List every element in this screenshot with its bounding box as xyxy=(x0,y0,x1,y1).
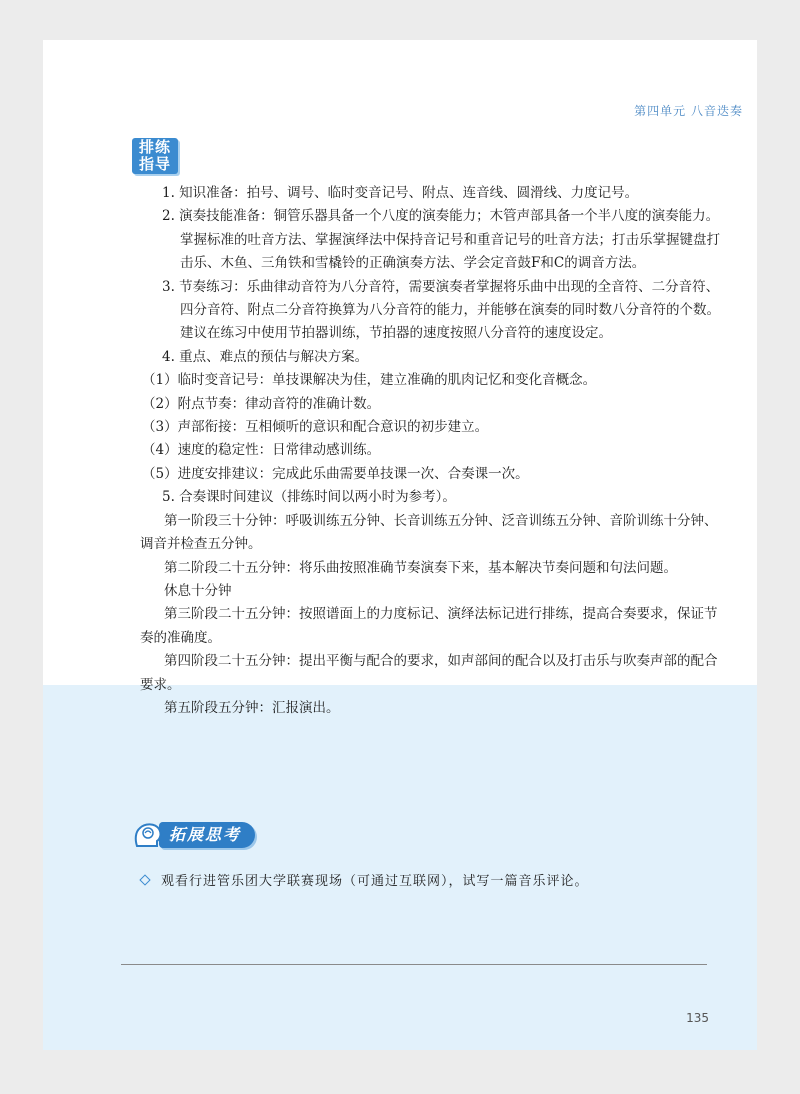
stage-4: 第四阶段二十五分钟：提出平衡与配合的要求，如声部间的配合以及打击乐与吹奏声部的配合要求。 xyxy=(140,653,718,693)
break-line: 休息十分钟 xyxy=(164,582,232,599)
badge-line-1: 排练 xyxy=(138,138,171,156)
sub-item-1: （1）临时变音记号：单技课解决为佳，建立准确的肌肉记忆和变化音概念。 xyxy=(142,372,597,389)
sub-item-4: （4）速度的稳定性：日常律动感训练。 xyxy=(142,442,381,459)
diamond-bullet-icon xyxy=(139,874,150,885)
extend-item xyxy=(141,870,589,889)
stage-1: 第一阶段三十分钟：呼吸训练五分钟、长音训练五分钟、泛音训练五分钟、音阶训练十分钟、调音并检查五分钟。 xyxy=(140,512,718,553)
footer-rule xyxy=(121,964,707,965)
sub-item-5: （5）进度安排建议：完成此乐曲需要单技课一次、合奏课一次。 xyxy=(142,465,529,482)
thinking-head-icon xyxy=(131,820,165,850)
item-1: 1. 知识准备：拍号、调号、临时变音记号、附点、连音线、圆滑线、力度记号。 xyxy=(162,185,639,201)
item-3: 3. 节奏练习：乐曲律动音符为八分音符，需要演奏者掌握将乐曲中出现的全音符、二分音符、四分音符、附点二分音符换算为八分音符的能力，并能够在演奏的同时数八分音符的个数。建议在练习中使用节拍器训练，节拍器的速度按照八分音符的速度设定。 xyxy=(162,278,720,342)
extend-item-text: 观看行进管乐团大学联赛现场（可通过互联网），试写一篇音乐评论。 xyxy=(161,874,589,889)
extend-title: 拓展思考 xyxy=(159,822,255,848)
stage-2: 第二阶段二十五分钟：将乐曲按照准确节奏演奏下来，基本解决节奏问题和句法问题。 xyxy=(164,559,677,576)
page-number: 135 xyxy=(686,1011,709,1025)
book-page xyxy=(43,40,757,1050)
item-5: 5. 合奏课时间建议（排练时间以两小时为参考）。 xyxy=(162,489,456,506)
item-4: 4. 重点、难点的预估与解决方案。 xyxy=(162,348,369,365)
stage-3: 第三阶段二十五分钟：按照谱面上的力度标记、演绎法标记进行排练，提高合奏要求，保证节奏的准确度。 xyxy=(140,606,718,646)
unit-header: 第四单元 八音迭奏 xyxy=(634,104,743,118)
guide-body xyxy=(140,182,720,720)
sub-item-2: （2）附点节奏：律动音符的准确计数。 xyxy=(142,395,381,412)
stage-5: 第五阶段五分钟：汇报演出。 xyxy=(164,699,340,716)
item-2: 2. 演奏技能准备：铜管乐器具备一个八度的演奏能力；木管声部具备一个半八度的演奏能力。掌握标准的吐音方法、掌握演绎法中保持音记号和重音记号的吐音方法；打击乐掌握键盘打击乐、木鱼、三角铁和雪橇铃的正确演奏方法、学会定音鼓F和C的调音方法。 xyxy=(162,208,720,272)
tinted-band xyxy=(43,685,757,1050)
sub-item-3: （3）声部衔接：互相倾听的意识和配合意识的初步建立。 xyxy=(142,419,489,436)
extend-thinking-banner xyxy=(131,820,255,850)
rehearsal-guide-badge xyxy=(132,138,178,174)
badge-line-2: 指导 xyxy=(138,155,171,173)
